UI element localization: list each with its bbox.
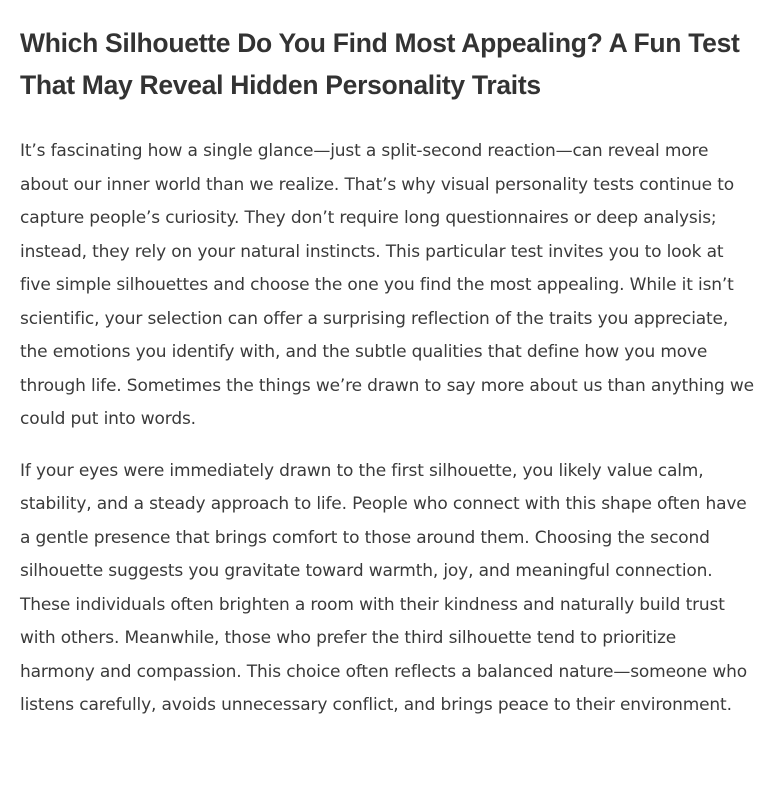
- article: [20, 22, 755, 723]
- silhouette-meanings-paragraph: If your eyes were immediately drawn to the first silhouette, you likely value calm, stability, and a steady approach to life. People who connect with this shape often have a gentle presence that brings comfort to those around them. Choosing the second silhouette suggests you gravitate toward warmth, joy, and meaningful connection. These individuals often brighten a room with their kindness and naturally build trust with others. Meanwhile, those who prefer the third silhouette tend to prioritize harmony and compassion. This choice often reflects a balanced nature—someone who listens carefully, avoids unnecessary conflict, and brings peace to their environment.: [20, 460, 747, 715]
- article-body: [20, 135, 755, 723]
- article-title: Which Silhouette Do You Find Most Appealing? A Fun Test That May Reveal Hidden Personality Traits: [20, 28, 740, 100]
- intro-paragraph: It’s fascinating how a single glance—just a split-second reaction—can reveal more about our inner world than we realize. That’s why visual personality tests continue to capture people’s curiosity. They don’t require long questionnaires or deep analysis; instead, they rely on your natural instincts. This particular test invites you to look at five simple silhouettes and choose the one you find the most appealing. While it isn’t scientific, your selection can offer a surprising reflection of the traits you appreciate, the emotions you identify with, and the subtle qualities that define how you move through life. Sometimes the things we’re drawn to say more about us than anything we could put into words.: [20, 141, 754, 429]
